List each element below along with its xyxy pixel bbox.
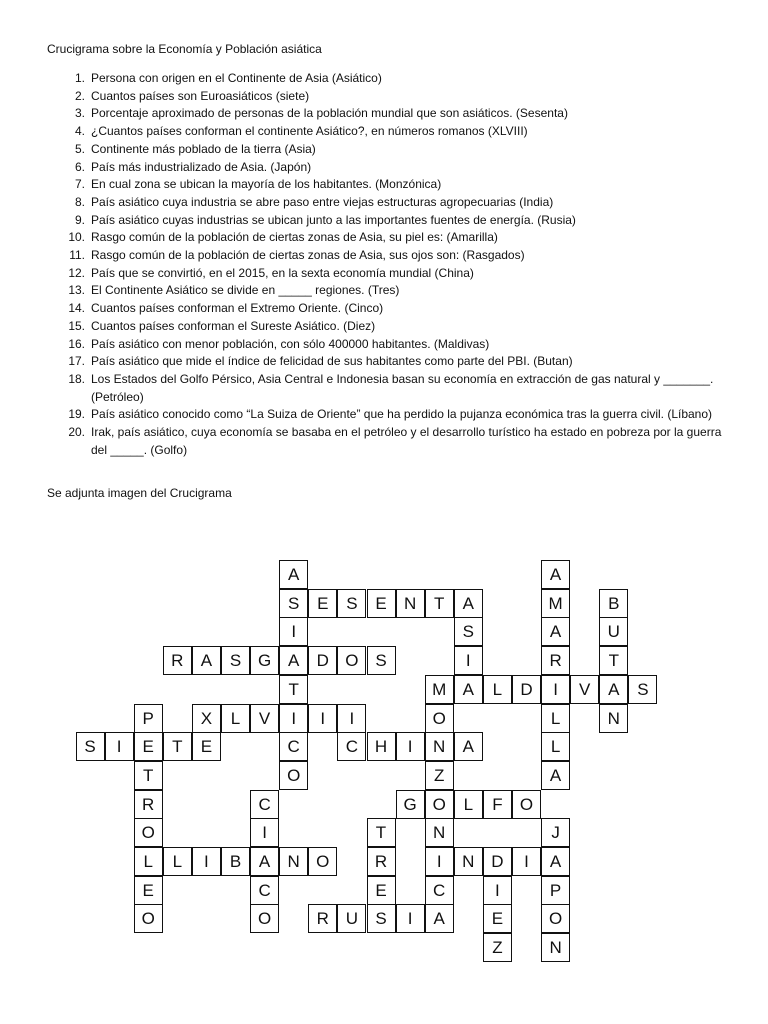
crossword-cell: O bbox=[541, 904, 570, 933]
crossword-cell: O bbox=[425, 790, 454, 819]
crossword-cell: I bbox=[541, 675, 570, 704]
crossword-cell: A bbox=[192, 646, 221, 675]
clue-number: 12. bbox=[68, 265, 85, 280]
crossword-cell: I bbox=[396, 732, 425, 761]
clue-number: 3. bbox=[74, 106, 85, 121]
crossword-cell: S bbox=[628, 675, 657, 704]
clue-text: Continente más poblado de la tierra (Asia) bbox=[91, 141, 316, 156]
clue-number: 19. bbox=[68, 407, 85, 422]
crossword-cell: A bbox=[454, 589, 483, 618]
crossword-cell: S bbox=[279, 589, 308, 618]
crossword-cell: B bbox=[221, 847, 250, 876]
crossword-cell: I bbox=[250, 818, 279, 847]
crossword-cell: I bbox=[454, 646, 483, 675]
crossword-cell: U bbox=[337, 904, 366, 933]
crossword-cell: O bbox=[134, 818, 163, 847]
clue-text: Los Estados del Golfo Pérsico, Asia Central e Indonesia basan su economía en extracción de gas natural y _______. (Petróleo) bbox=[91, 371, 714, 404]
crossword-cell: U bbox=[599, 617, 628, 646]
clue-item bbox=[46, 353, 726, 371]
clue-number: 1. bbox=[74, 71, 85, 85]
clue-text: Rasgo común de la población de ciertas zonas de Asia, su piel es: (Amarilla) bbox=[91, 230, 498, 245]
crossword-cell: S bbox=[337, 589, 366, 618]
crossword-cell: L bbox=[541, 732, 570, 761]
crossword-cell: P bbox=[541, 876, 570, 905]
crossword-cell: C bbox=[250, 876, 279, 905]
crossword-cell: Z bbox=[425, 761, 454, 790]
crossword-cell: O bbox=[250, 904, 279, 933]
crossword-cell: A bbox=[541, 847, 570, 876]
clue-text: Irak, país asiático, cuya economía se basaba en el petróleo y el desarrollo turístico ha estado en pobreza por la guerra del _____. (Golfo) bbox=[91, 425, 722, 457]
crossword-cell: I bbox=[105, 732, 134, 761]
crossword-cell: S bbox=[221, 646, 250, 675]
crossword-cell: O bbox=[134, 904, 163, 933]
crossword-cell: X bbox=[192, 704, 221, 733]
clue-item bbox=[46, 424, 726, 459]
clue-text: País asiático cuyas industrias se ubican junto a las importantes fuentes de energía. (Rusia) bbox=[91, 212, 576, 227]
crossword-cell: T bbox=[599, 646, 628, 675]
crossword-cell: N bbox=[454, 847, 483, 876]
clue-text: País asiático cuya industria se abre paso entre viejas estructuras agropecuarias (India) bbox=[91, 194, 554, 209]
crossword-cell: E bbox=[367, 876, 396, 905]
clue-number: 11. bbox=[69, 248, 85, 263]
crossword-cell: R bbox=[134, 790, 163, 819]
crossword-cell: C bbox=[279, 732, 308, 761]
crossword-cell: C bbox=[425, 876, 454, 905]
clue-item bbox=[46, 212, 726, 230]
clue-number: 6. bbox=[74, 159, 85, 174]
clue-number: 13. bbox=[68, 283, 85, 298]
crossword-cell: L bbox=[454, 790, 483, 819]
clue-text: País asiático que mide el índice de felicidad de sus habitantes como parte del PBI. (Butan) bbox=[91, 354, 573, 369]
clue-item bbox=[46, 141, 726, 159]
crossword-cell: E bbox=[483, 904, 512, 933]
clue-text: Cuantos países conforman el Extremo Oriente. (Cinco) bbox=[91, 301, 384, 316]
clue-item bbox=[46, 105, 726, 123]
clue-item bbox=[46, 336, 726, 354]
crossword-cell: V bbox=[570, 675, 599, 704]
crossword-cell: A bbox=[599, 675, 628, 704]
crossword-cell: A bbox=[279, 646, 308, 675]
crossword-cell: N bbox=[425, 818, 454, 847]
crossword-cell: J bbox=[541, 818, 570, 847]
clue-text: País asiático conocido como “La Suiza de Oriente” que ha perdido la pujanza económica tras la guerra civil. (Líbano) bbox=[91, 407, 713, 422]
clue-item bbox=[46, 318, 726, 336]
crossword-cell: N bbox=[541, 933, 570, 962]
crossword-cell: A bbox=[425, 904, 454, 933]
crossword-cell: A bbox=[541, 761, 570, 790]
clue-number: 15. bbox=[68, 318, 85, 333]
crossword-cell: C bbox=[337, 732, 366, 761]
crossword-cell: Z bbox=[483, 933, 512, 962]
crossword-cell: C bbox=[250, 790, 279, 819]
crossword-cell: B bbox=[599, 589, 628, 618]
crossword-cell: R bbox=[367, 847, 396, 876]
clue-text: Rasgo común de la población de ciertas zonas de Asia, sus ojos son: (Rasgados) bbox=[91, 248, 525, 263]
crossword-cell: O bbox=[279, 761, 308, 790]
crossword-cell: T bbox=[134, 761, 163, 790]
clue-text: ¿Cuantos países conforman el continente Asiático?, en números romanos (XLVIII) bbox=[91, 124, 528, 139]
clue-item bbox=[46, 247, 726, 265]
clue-item bbox=[46, 159, 726, 177]
crossword-cell: A bbox=[454, 732, 483, 761]
crossword-cell: O bbox=[308, 847, 337, 876]
clue-number: 2. bbox=[74, 88, 85, 103]
crossword-cell: T bbox=[163, 732, 192, 761]
clue-number: 5. bbox=[74, 141, 85, 156]
crossword-cell: E bbox=[367, 589, 396, 618]
crossword-cell: L bbox=[221, 704, 250, 733]
clue-item bbox=[46, 265, 726, 283]
crossword-cell: A bbox=[541, 560, 570, 589]
clue-number: 17. bbox=[68, 354, 85, 369]
clue-number: 10. bbox=[68, 230, 85, 245]
crossword-cell: A bbox=[454, 675, 483, 704]
clue-text: Persona con origen en el Continente de Asia (Asiático) bbox=[91, 71, 382, 85]
clue-item bbox=[46, 406, 726, 424]
clue-item bbox=[46, 371, 726, 406]
crossword-cell: O bbox=[425, 704, 454, 733]
clue-text: País que se convirtió, en el 2015, en la sexta economía mundial (China) bbox=[91, 265, 474, 280]
crossword-cell: I bbox=[512, 847, 541, 876]
clue-number: 4. bbox=[74, 124, 85, 139]
crossword-cell: L bbox=[541, 704, 570, 733]
crossword-cell: P bbox=[134, 704, 163, 733]
crossword-cell: T bbox=[425, 589, 454, 618]
crossword-cell: S bbox=[367, 904, 396, 933]
crossword-cell: H bbox=[367, 732, 396, 761]
crossword-cell: I bbox=[308, 704, 337, 733]
crossword-cell: N bbox=[279, 847, 308, 876]
crossword-cell: M bbox=[541, 589, 570, 618]
crossword-cell: L bbox=[483, 675, 512, 704]
clue-text: En cual zona se ubican la mayoría de los habitantes. (Monzónica) bbox=[91, 177, 442, 192]
crossword-cell: N bbox=[396, 589, 425, 618]
clue-text: País asiático con menor población, con sólo 400000 habitantes. (Maldivas) bbox=[91, 336, 490, 351]
clue-item bbox=[46, 194, 726, 212]
crossword-cell: E bbox=[134, 876, 163, 905]
crossword-cell: R bbox=[163, 646, 192, 675]
clue-number: 8. bbox=[74, 194, 85, 209]
crossword-cell: S bbox=[76, 732, 105, 761]
crossword-cell: F bbox=[483, 790, 512, 819]
crossword-cell: N bbox=[599, 704, 628, 733]
crossword-cell: I bbox=[192, 847, 221, 876]
clue-number: 9. bbox=[74, 212, 85, 227]
crossword-cell: I bbox=[337, 704, 366, 733]
clue-text: Cuantos países conforman el Sureste Asiático. (Diez) bbox=[91, 318, 376, 333]
clue-text: Porcentaje aproximado de personas de la población mundial que son asiáticos. (Sesenta) bbox=[91, 106, 568, 121]
crossword-cell: L bbox=[134, 847, 163, 876]
crossword-cell: I bbox=[279, 704, 308, 733]
clue-text: El Continente Asiático se divide en _____ regiones. (Tres) bbox=[91, 283, 400, 298]
crossword-cell: S bbox=[367, 646, 396, 675]
crossword-cell: T bbox=[367, 818, 396, 847]
clue-item bbox=[46, 70, 726, 88]
page-title: Crucigrama sobre la Economía y Población asiática bbox=[47, 42, 322, 56]
crossword-cell: D bbox=[483, 847, 512, 876]
clue-item bbox=[46, 300, 726, 318]
clue-number: 14. bbox=[68, 301, 85, 316]
clue-number: 16. bbox=[68, 336, 85, 351]
crossword-cell: A bbox=[250, 847, 279, 876]
clue-item bbox=[46, 282, 726, 300]
crossword-cell: I bbox=[425, 847, 454, 876]
crossword-cell: I bbox=[483, 876, 512, 905]
clue-item bbox=[46, 123, 726, 141]
clue-item bbox=[46, 88, 726, 106]
crossword-cell: D bbox=[308, 646, 337, 675]
crossword-cell: G bbox=[250, 646, 279, 675]
crossword-cell: S bbox=[454, 617, 483, 646]
crossword-cell: R bbox=[541, 646, 570, 675]
clue-item bbox=[46, 229, 726, 247]
crossword-cell: L bbox=[163, 847, 192, 876]
crossword-cell: D bbox=[512, 675, 541, 704]
crossword-cell: O bbox=[337, 646, 366, 675]
clue-text: País más industrializado de Asia. (Japón) bbox=[91, 159, 312, 174]
clue-list bbox=[46, 70, 726, 459]
crossword-cell: A bbox=[279, 560, 308, 589]
crossword-cell: T bbox=[279, 675, 308, 704]
clue-number: 7. bbox=[74, 177, 85, 192]
crossword-cell: O bbox=[512, 790, 541, 819]
crossword-cell: I bbox=[396, 904, 425, 933]
crossword-caption: Se adjunta imagen del Crucigrama bbox=[47, 486, 232, 500]
crossword-cell: M bbox=[425, 675, 454, 704]
crossword-cell: N bbox=[425, 732, 454, 761]
crossword-cell: V bbox=[250, 704, 279, 733]
clue-item bbox=[46, 176, 726, 194]
crossword-cell: A bbox=[541, 617, 570, 646]
crossword-cell: I bbox=[279, 617, 308, 646]
crossword-cell: R bbox=[308, 904, 337, 933]
clue-text: Cuantos países son Euroasiáticos (siete) bbox=[91, 88, 310, 103]
crossword-cell: E bbox=[308, 589, 337, 618]
clue-number: 18. bbox=[68, 371, 85, 386]
crossword-cell: E bbox=[192, 732, 221, 761]
crossword-cell: E bbox=[134, 732, 163, 761]
clue-number: 20. bbox=[68, 425, 85, 440]
crossword-cell: G bbox=[396, 790, 425, 819]
